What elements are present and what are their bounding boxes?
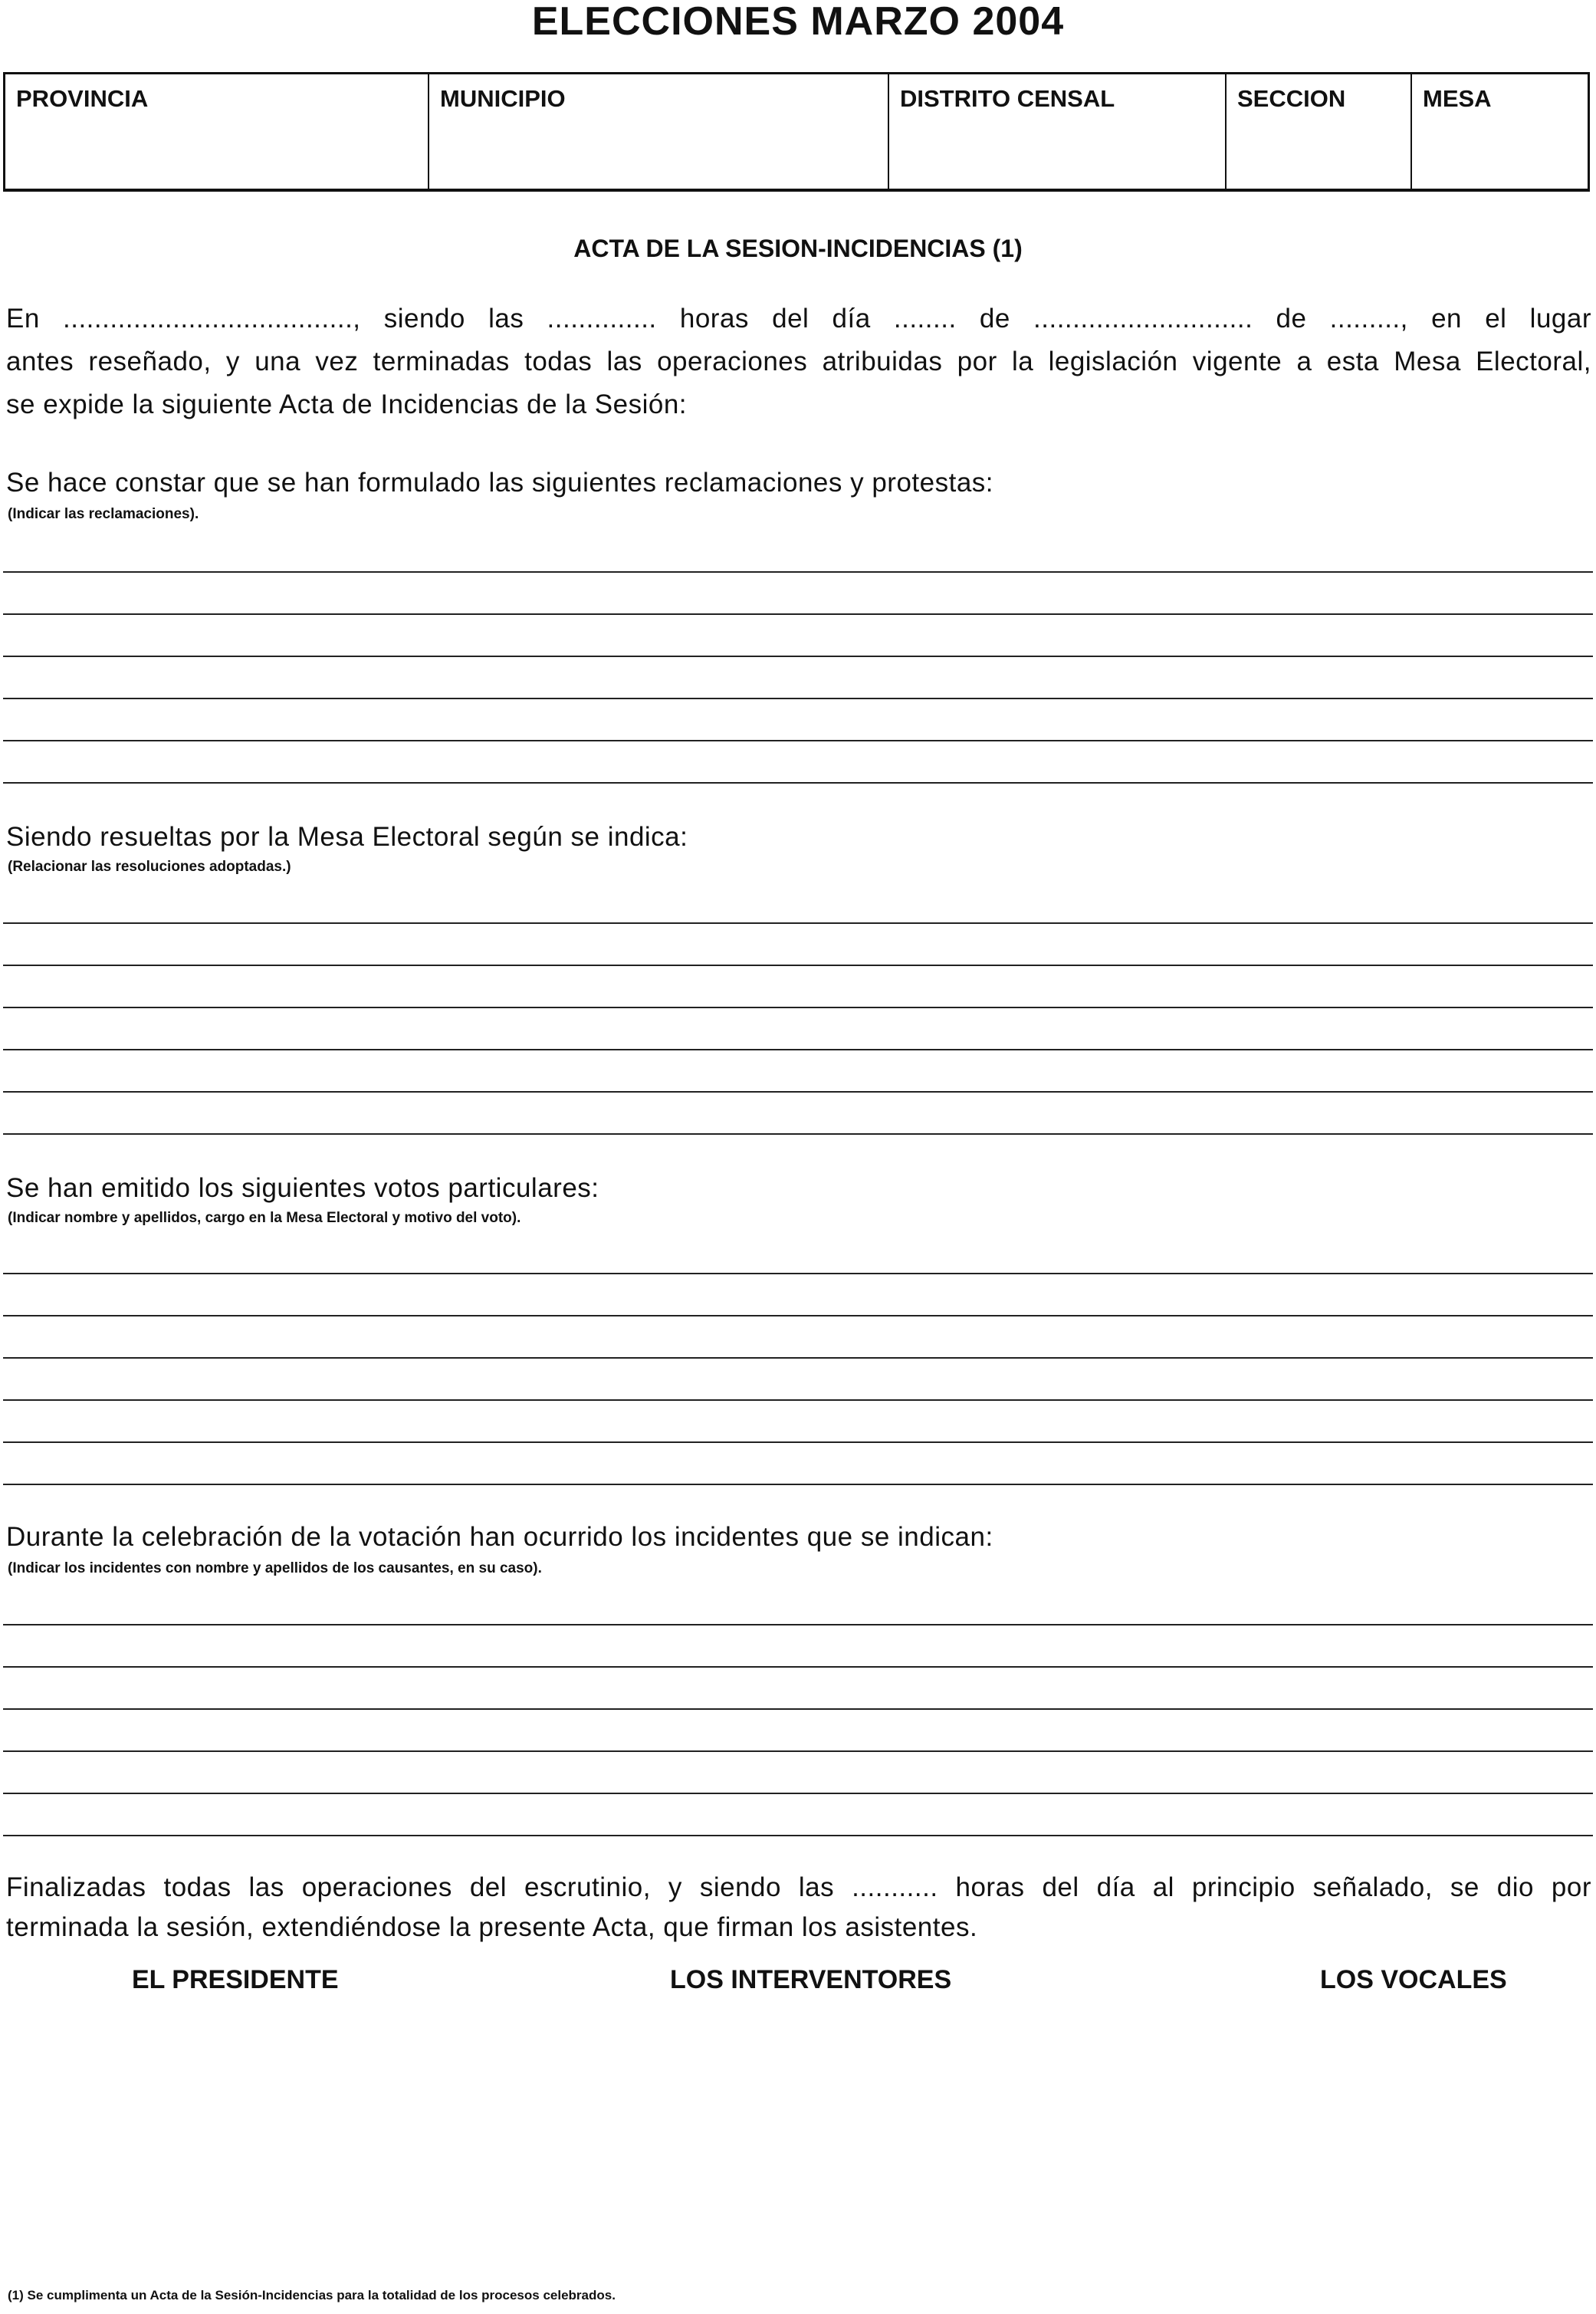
writing-line[interactable]	[3, 1007, 1593, 1008]
writing-line[interactable]	[3, 1750, 1593, 1752]
incidentes-note: (Indicar los incidentes con nombre y apellidos de los causantes, en su caso).	[8, 1560, 542, 1576]
writing-line[interactable]	[3, 1441, 1593, 1443]
incidentes-heading: Durante la celebración de la votación han ocurrido los incidentes que se indican:	[6, 1522, 993, 1552]
field-seccion[interactable]	[1225, 74, 1410, 189]
writing-line[interactable]	[3, 1708, 1593, 1710]
writing-line[interactable]	[3, 1273, 1593, 1274]
writing-line[interactable]	[3, 613, 1593, 615]
document-title: ELECCIONES MARZO 2004	[531, 0, 1065, 44]
reclamaciones-note: (Indicar las reclamaciones).	[8, 506, 199, 522]
writing-line[interactable]	[3, 922, 1593, 924]
writing-line[interactable]	[3, 1399, 1593, 1401]
closing-line: terminada la sesión, extendiéndose la presente Acta, que firman los asistentes.	[6, 1912, 978, 1942]
resoluciones-heading: Siendo resueltas por la Mesa Electoral según se indica:	[6, 822, 688, 852]
section-title: ACTA DE LA SESION-INCIDENCIAS (1)	[573, 235, 1023, 262]
field-mesa[interactable]	[1410, 74, 1588, 189]
closing-line: Finalizadas todas las operaciones del escrutinio, y siendo las ........... horas del día al principio señalado, se dio por	[6, 1872, 1591, 1902]
writing-line[interactable]	[3, 965, 1593, 966]
intro-line: antes reseñado, y una vez terminadas todas las operaciones atribuidas por la legislación vigente a esta Mesa Electoral,	[6, 347, 1591, 376]
intro-line: se expide la siguiente Acta de Incidencias de la Sesión:	[6, 390, 688, 419]
writing-line[interactable]	[3, 1133, 1593, 1135]
intro-line: En ....................................., siendo las .............. horas del día ........ de ............................ de ........., en el lugar	[6, 304, 1591, 334]
writing-line[interactable]	[3, 698, 1593, 699]
writing-line[interactable]	[3, 1091, 1593, 1093]
field-provincia[interactable]	[5, 74, 428, 189]
writing-line[interactable]	[3, 1315, 1593, 1316]
field-label: PROVINCIA	[16, 85, 149, 112]
closing-paragraph	[6, 1868, 1591, 1948]
reclamaciones-heading: Se hace constar que se han formulado las siguientes reclamaciones y protestas:	[6, 468, 994, 498]
votos-particulares-note: (Indicar nombre y apellidos, cargo en la Mesa Electoral y motivo del voto).	[8, 1210, 521, 1226]
writing-line[interactable]	[3, 1624, 1593, 1625]
writing-line[interactable]	[3, 782, 1593, 784]
intro-paragraph	[6, 297, 1591, 426]
resoluciones-note: (Relacionar las resoluciones adoptadas.)	[8, 859, 291, 875]
location-header-table	[3, 72, 1590, 192]
writing-line[interactable]	[3, 740, 1593, 741]
footnote: (1) Se cumplimenta un Acta de la Sesión-Incidencias para la totalidad de los procesos celebrados.	[8, 2288, 616, 2302]
signature-vocales: LOS VOCALES	[1320, 1965, 1507, 1994]
field-distrito-censal[interactable]	[888, 74, 1225, 189]
writing-line[interactable]	[3, 1835, 1593, 1836]
signature-president: EL PRESIDENTE	[132, 1965, 339, 1994]
writing-line[interactable]	[3, 1793, 1593, 1794]
field-label: MESA	[1423, 85, 1492, 112]
writing-line[interactable]	[3, 1484, 1593, 1485]
writing-line[interactable]	[3, 1049, 1593, 1050]
writing-line[interactable]	[3, 656, 1593, 657]
writing-line[interactable]	[3, 1357, 1593, 1359]
writing-line[interactable]	[3, 1666, 1593, 1668]
votos-particulares-heading: Se han emitido los siguientes votos particulares:	[6, 1173, 599, 1203]
field-label: MUNICIPIO	[440, 85, 566, 112]
field-label: DISTRITO CENSAL	[900, 85, 1115, 112]
field-municipio[interactable]	[428, 74, 888, 189]
writing-line[interactable]	[3, 571, 1593, 573]
field-label: SECCION	[1237, 85, 1346, 112]
signature-interventores: LOS INTERVENTORES	[670, 1965, 952, 1994]
